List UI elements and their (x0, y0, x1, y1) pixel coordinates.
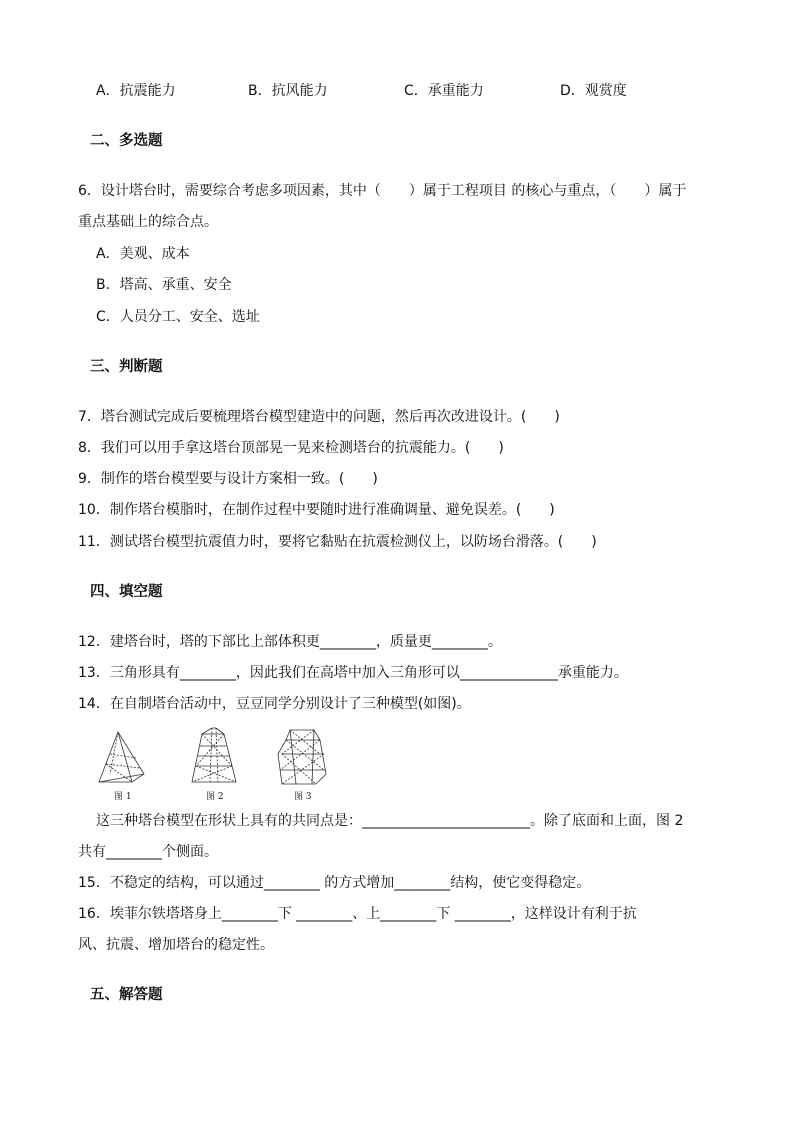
figure-2-caption: 图 2 (206, 792, 224, 802)
q14-intro: 14．在自制塔台活动中，豆豆同学分别设计了三种模型(如图)。 (78, 696, 471, 712)
q7: 7．塔台测试完成后要梳理塔台模型建造中的问题，然后再次改进设计。( ) (78, 409, 560, 425)
q6-option-b: B．塔高、承重、安全 (96, 277, 232, 293)
q6-line1: 6．设计塔台时，需要综合考虑多项因素，其中（ ）属于工程项目 的核心与重点，（ ）属于 (78, 183, 687, 199)
q12: 12．建塔台时，塔的下部比上部体积更________，质量更________。 (78, 634, 502, 650)
q6-option-a: A．美观、成本 (96, 246, 190, 262)
q8: 8．我们可以用手拿这塔台顶部晃一晃来检测塔台的抗震能力。( ) (78, 440, 504, 456)
q14-line2: 共有________个侧面。 (78, 844, 218, 860)
q10: 10．制作塔台模脂时，在制作过程中要随时进行准确调量、避免误差。( ) (78, 502, 555, 518)
figure-1-pyramid (96, 726, 148, 788)
q13: 13．三角形具有________，因此我们在高塔中加入三角形可以______________承重能力。 (78, 665, 628, 681)
q6-option-c: C．人员分工、安全、选址 (96, 309, 260, 325)
q5-option-b: B．抗风能力 (248, 83, 328, 99)
figure-2-frustum (188, 726, 240, 788)
tower-figures (96, 726, 336, 804)
figure-3-caption: 图 3 (294, 792, 312, 802)
figure-1-caption: 图 1 (114, 792, 132, 802)
q16-line1: 16．埃菲尔铁塔塔身上________下 ________、上________下 ________，这样设计有利于抗 (78, 906, 637, 922)
q16-line2: 风、抗震、增加塔台的稳定性。 (78, 937, 274, 953)
q5-option-d: D．观赏度 (560, 83, 627, 99)
q14-line1: 这三种塔台模型在形状上具有的共同点是：________________________。除了底面和上面，图 2 (96, 813, 684, 829)
section-title-judge: 三、判断题 (90, 359, 163, 375)
q6-line2: 重点基础上的综合点。 (78, 214, 218, 230)
q5-option-a: A．抗震能力 (96, 83, 176, 99)
q9: 9．制作的塔台模型要与设计方案相一致。( ) (78, 471, 378, 487)
section-title-answer: 五、解答题 (90, 987, 163, 1003)
q15: 15．不稳定的结构，可以通过________ 的方式增加________结构，使它变得稳定。 (78, 875, 591, 891)
section-title-multi: 二、多选题 (90, 133, 163, 149)
q5-option-c: C．承重能力 (404, 83, 484, 99)
figure-3-tower (276, 726, 330, 788)
q11: 11．测试塔台模型抗震值力时，要将它黏贴在抗震检测仪上，以防场台滑落。( ) (78, 534, 597, 550)
section-title-fill: 四、填空题 (90, 584, 163, 600)
